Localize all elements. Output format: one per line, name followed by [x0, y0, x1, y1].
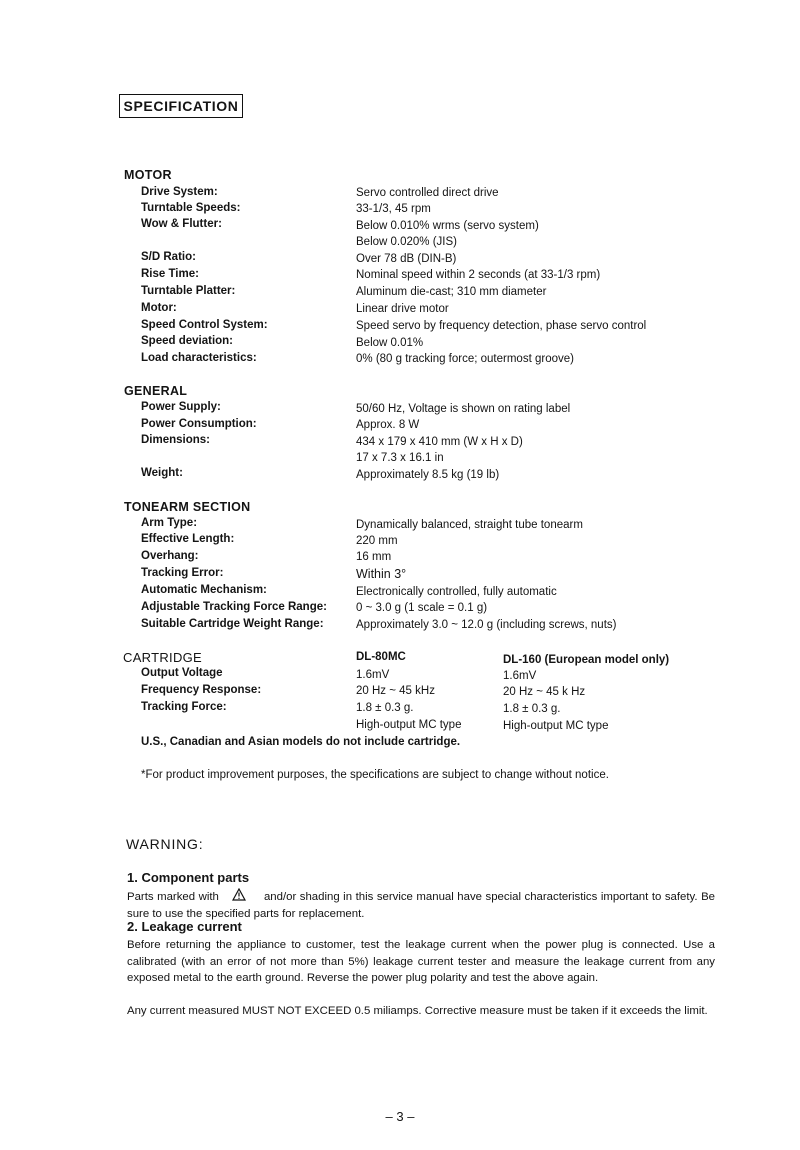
cartridge-model-dl80mc: DL-80MC [356, 651, 406, 663]
improvement-note: *For product improvement purposes, the specifications are subject to change without notice. [141, 769, 609, 781]
spec-label: Effective Length: [141, 533, 235, 545]
spec-value: High-output MC type [356, 719, 462, 731]
spec-label: Speed Control System: [141, 319, 268, 331]
spec-label: Weight: [141, 467, 183, 479]
warning-title: WARNING: [126, 836, 204, 852]
spec-label: Wow & Flutter: [141, 218, 222, 230]
spec-value: 20 Hz ~ 45 kHz [356, 685, 435, 697]
spec-value: 50/60 Hz, Voltage is shown on rating label [356, 403, 571, 415]
spec-value: Below 0.010% wrms (servo system) [356, 220, 539, 232]
specification-title: SPECIFICATION [119, 94, 243, 118]
spec-label: Rise Time: [141, 268, 199, 280]
spec-value: Linear drive motor [356, 303, 449, 315]
motor-heading: MOTOR [124, 168, 172, 182]
spec-value: Within 3° [356, 567, 407, 581]
spec-value: 16 mm [356, 551, 392, 563]
component-parts-text-after: and/or shading in this service manual have special characteristics important to safety. Be sure to use the specified parts for replacement. [127, 891, 716, 920]
spec-value: Electronically controlled, fully automatic [356, 586, 557, 598]
spec-value: Below 0.020% (JIS) [356, 236, 457, 248]
component-parts-text-before: Parts marked with [127, 891, 219, 903]
leakage-current-paragraph-1: Before returning the appliance to customer, test the leakage current when the power plug is connected. Use a calibrated (with an error of not more than 5%) leakage current tester and measure the leakage current from any exposed metal to the earth ground. Reverse the power plug polarity and test the above again. [127, 939, 715, 984]
spec-value: 20 Hz ~ 45 k Hz [503, 686, 586, 698]
spec-value: Dynamically balanced, straight tube tonearm [356, 519, 583, 531]
spec-label: Power Consumption: [141, 418, 257, 430]
warning-triangle-svg [232, 888, 246, 901]
cartridge-model-dl160: DL-160 (European model only) [503, 654, 670, 666]
spec-value: 1.6mV [356, 669, 390, 681]
spec-label: Speed deviation: [141, 335, 234, 347]
cartridge-heading: CARTRIDGE [123, 650, 203, 665]
general-heading: GENERAL [124, 384, 188, 398]
component-parts-text [127, 888, 715, 922]
spec-label: S/D Ratio: [141, 251, 196, 263]
spec-value: High-output MC type [503, 720, 609, 732]
spec-label: Output Voltage [141, 667, 223, 679]
spec-value: 220 mm [356, 535, 398, 547]
leakage-current-heading: 2. Leakage current [127, 919, 242, 934]
component-parts-heading: 1. Component parts [127, 870, 250, 885]
spec-value: Approximately 8.5 kg (19 lb) [356, 469, 500, 481]
spec-label: Suitable Cartridge Weight Range: [141, 618, 324, 630]
spec-value: Servo controlled direct drive [356, 187, 499, 199]
spec-value: 1.8 ± 0.3 g. [503, 703, 561, 715]
spec-value: Nominal speed within 2 seconds (at 33-1/3 rpm) [356, 269, 601, 281]
spec-value: Speed servo by frequency detection, phase servo control [356, 320, 647, 332]
spec-value: 17 x 7.3 x 16.1 in [356, 452, 444, 464]
cartridge-note: U.S., Canadian and Asian models do not include cartridge. [141, 736, 461, 748]
spec-label: Power Supply: [141, 401, 221, 413]
spec-label: Tracking Force: [141, 701, 227, 713]
spec-value: 1.6mV [503, 670, 537, 682]
spec-label: Load characteristics: [141, 352, 257, 364]
spec-label: Frequency Response: [141, 684, 262, 696]
spec-value: Aluminum die-cast; 310 mm diameter [356, 286, 547, 298]
page-number: – 3 – [385, 1109, 415, 1124]
spec-label: Automatic Mechanism: [141, 584, 267, 596]
spec-label: Drive System: [141, 186, 218, 198]
spec-value: 33-1/3, 45 rpm [356, 203, 431, 215]
spec-label: Tracking Error: [141, 567, 224, 579]
warning-triangle-icon [232, 888, 246, 901]
spec-value: Below 0.01% [356, 337, 424, 349]
tonearm-heading: TONEARM SECTION [124, 500, 251, 514]
spec-value: Approximately 3.0 ~ 12.0 g (including screws, nuts) [356, 619, 617, 631]
spec-label: Turntable Speeds: [141, 202, 241, 214]
spec-label: Arm Type: [141, 517, 198, 529]
spec-label: Dimensions: [141, 434, 211, 446]
spec-value: Over 78 dB (DIN-B) [356, 253, 457, 265]
spec-value: 434 x 179 x 410 mm (W x H x D) [356, 436, 523, 448]
leakage-current-paragraph-2: Any current measured MUST NOT EXCEED 0.5 miliamps. Corrective measure must be taken if it exceeds the limit. [127, 1005, 708, 1017]
spec-label: Overhang: [141, 550, 199, 562]
spec-label: Turntable Platter: [141, 285, 236, 297]
spec-value: 1.8 ± 0.3 g. [356, 702, 414, 714]
spec-value: 0% (80 g tracking force; outermost groove) [356, 353, 574, 365]
spec-value: Approx. 8 W [356, 419, 420, 431]
spec-label: Motor: [141, 302, 177, 314]
spec-value: 0 ~ 3.0 g (1 scale = 0.1 g) [356, 602, 488, 614]
spec-label: Adjustable Tracking Force Range: [141, 601, 327, 613]
